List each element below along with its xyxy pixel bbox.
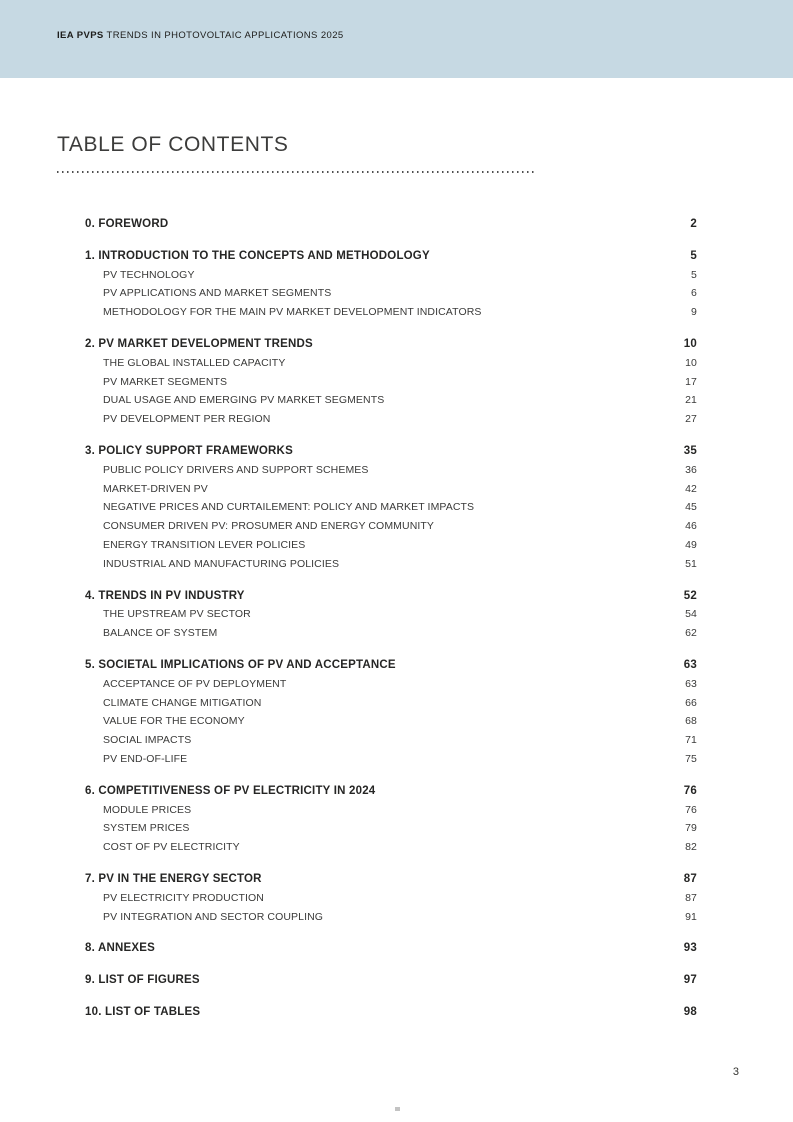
toc-subsection-title: SOCIAL IMPACTS: [103, 734, 192, 747]
toc-subsection-row[interactable]: [85, 731, 697, 750]
toc-section: [85, 442, 697, 574]
toc-subsection-title: PV APPLICATIONS AND MARKET SEGMENTS: [103, 287, 332, 300]
toc-chapter-page: 63: [683, 658, 697, 671]
toc-subsection-title: CONSUMER DRIVEN PV: PROSUMER AND ENERGY COMMUNITY: [103, 520, 435, 533]
toc-subsection-page: 27: [685, 413, 697, 426]
toc-subsection-row[interactable]: [85, 694, 697, 713]
toc-subsection-title: MODULE PRICES: [103, 803, 192, 816]
report-header-band: [0, 0, 793, 78]
toc-chapter-page: 98: [683, 1005, 697, 1018]
toc-subsection-page: 45: [685, 501, 697, 514]
toc-subsection-title: PUBLIC POLICY DRIVERS AND SUPPORT SCHEMES: [103, 463, 369, 476]
toc-subsection-row[interactable]: [85, 819, 697, 838]
toc-subsection-row[interactable]: [85, 801, 697, 820]
toc-subsection-page: 71: [685, 734, 697, 747]
toc-subsection-title: NEGATIVE PRICES AND CURTAILEMENT: POLICY AND MARKET IMPACTS: [103, 501, 475, 514]
toc-chapter-page: 5: [690, 249, 697, 262]
toc-chapter-page: 76: [683, 784, 697, 797]
toc-section: [85, 247, 697, 322]
toc-subsection-title: ENERGY TRANSITION LEVER POLICIES: [103, 538, 306, 551]
toc-chapter-title: 5. SOCIETAL IMPLICATIONS OF PV AND ACCEPTANCE: [85, 658, 396, 671]
toc-chapter-page: 93: [683, 942, 697, 955]
toc-subsection-row[interactable]: [85, 266, 697, 285]
toc-chapter-page: 35: [683, 444, 697, 457]
toc-subsection-page: 62: [685, 627, 697, 640]
toc-chapter-row[interactable]: [85, 247, 697, 266]
toc-subsection-page: 63: [685, 677, 697, 690]
title-divider: [57, 171, 534, 173]
report-title: TRENDS IN PHOTOVOLTAIC APPLICATIONS 2025: [106, 30, 344, 41]
toc-subsection-row[interactable]: [85, 284, 697, 303]
toc-subsection-page: 21: [685, 394, 697, 407]
toc-subsection-page: 82: [685, 841, 697, 854]
toc-subsection-row[interactable]: [85, 373, 697, 392]
toc-subsection-row[interactable]: [85, 354, 697, 373]
toc-chapter-row[interactable]: [85, 587, 697, 606]
toc-subsection-title: INDUSTRIAL AND MANUFACTURING POLICIES: [103, 557, 340, 570]
toc-subsection-title: DUAL USAGE AND EMERGING PV MARKET SEGMENTS: [103, 394, 385, 407]
page-number: 3: [732, 1066, 739, 1078]
toc-section: [85, 939, 697, 958]
toc-subsection-row[interactable]: [85, 480, 697, 499]
toc-chapter-title: 8. ANNEXES: [85, 942, 155, 955]
toc-subsection-row[interactable]: [85, 461, 697, 480]
toc-section: [85, 870, 697, 926]
toc-subsection-title: PV MARKET SEGMENTS: [103, 375, 228, 388]
toc-subsection-page: 6: [691, 287, 697, 300]
toc-subsection-title: VALUE FOR THE ECONOMY: [103, 715, 245, 728]
toc-subsection-page: 51: [685, 557, 697, 570]
toc-subsection-title: COST OF PV ELECTRICITY: [103, 841, 240, 854]
toc-section: [85, 215, 697, 234]
toc-chapter-title: 9. LIST OF FIGURES: [85, 974, 200, 987]
toc-subsection-row[interactable]: [85, 675, 697, 694]
toc-subsection-page: 54: [685, 608, 697, 621]
toc-section: [85, 335, 697, 429]
report-header-text: [57, 30, 344, 41]
toc-subsection-row[interactable]: [85, 605, 697, 624]
toc-chapter-row[interactable]: [85, 656, 697, 675]
toc-chapter-row[interactable]: [85, 782, 697, 801]
toc-chapter-row[interactable]: [85, 971, 697, 990]
toc-subsection-title: PV TECHNOLOGY: [103, 268, 195, 281]
toc-subsection-title: PV ELECTRICITY PRODUCTION: [103, 891, 264, 904]
toc-chapter-row[interactable]: [85, 870, 697, 889]
toc-subsection-title: PV INTEGRATION AND SECTOR COUPLING: [103, 910, 324, 923]
toc-subsection-page: 17: [685, 375, 697, 388]
toc-subsection-row[interactable]: [85, 410, 697, 429]
toc-subsection-row[interactable]: [85, 908, 697, 927]
toc-chapter-page: 52: [683, 589, 697, 602]
toc-subsection-page: 68: [685, 715, 697, 728]
toc-subsection-row[interactable]: [85, 391, 697, 410]
page-title: TABLE OF CONTENTS: [57, 133, 289, 156]
table-of-contents: [85, 215, 697, 1035]
toc-subsection-row[interactable]: [85, 517, 697, 536]
toc-subsection-row[interactable]: [85, 750, 697, 769]
toc-section: [85, 782, 697, 857]
toc-subsection-page: 9: [691, 306, 697, 319]
toc-chapter-row[interactable]: [85, 1003, 697, 1022]
toc-subsection-row[interactable]: [85, 303, 697, 322]
toc-subsection-row[interactable]: [85, 712, 697, 731]
toc-subsection-page: 10: [685, 356, 697, 369]
toc-chapter-title: 1. INTRODUCTION TO THE CONCEPTS AND METHODOLOGY: [85, 249, 430, 262]
toc-subsection-row[interactable]: [85, 536, 697, 555]
toc-subsection-page: 49: [685, 538, 697, 551]
toc-subsection-title: ACCEPTANCE OF PV DEPLOYMENT: [103, 677, 287, 690]
toc-subsection-page: 5: [691, 268, 697, 281]
toc-section: [85, 1003, 697, 1022]
toc-subsection-page: 76: [685, 803, 697, 816]
toc-chapter-title: 7. PV IN THE ENERGY SECTOR: [85, 872, 262, 885]
toc-subsection-title: SYSTEM PRICES: [103, 822, 190, 835]
toc-chapter-title: 0. FOREWORD: [85, 218, 169, 230]
toc-chapter-page: 97: [683, 974, 697, 987]
toc-subsection-title: PV DEVELOPMENT PER REGION: [103, 413, 271, 426]
toc-chapter-title: 6. COMPETITIVENESS OF PV ELECTRICITY IN 2024: [85, 784, 376, 797]
toc-chapter-page: 87: [683, 872, 697, 885]
report-brand: IEA PVPS: [57, 30, 104, 41]
toc-chapter-row[interactable]: [85, 335, 697, 354]
toc-subsection-title: MARKET-DRIVEN PV: [103, 482, 208, 495]
footer-dot: [395, 1107, 400, 1111]
toc-section: [85, 587, 697, 643]
toc-chapter-title: 3. POLICY SUPPORT FRAMEWORKS: [85, 444, 293, 457]
toc-subsection-page: 75: [685, 752, 697, 765]
toc-subsection-row[interactable]: [85, 889, 697, 908]
toc-subsection-row[interactable]: [85, 838, 697, 857]
toc-subsection-title: CLIMATE CHANGE MITIGATION: [103, 696, 262, 709]
toc-chapter-page: 2: [690, 218, 697, 230]
toc-subsection-page: 79: [685, 822, 697, 835]
toc-chapter-row[interactable]: [85, 939, 697, 958]
toc-subsection-row[interactable]: [85, 624, 697, 643]
toc-subsection-page: 91: [685, 910, 697, 923]
toc-subsection-title: THE GLOBAL INSTALLED CAPACITY: [103, 356, 286, 369]
toc-subsection-title: PV END-OF-LIFE: [103, 752, 188, 765]
toc-subsection-title: THE UPSTREAM PV SECTOR: [103, 608, 251, 621]
toc-chapter-row[interactable]: [85, 442, 697, 461]
toc-subsection-title: METHODOLOGY FOR THE MAIN PV MARKET DEVELOPMENT INDICATORS: [103, 306, 482, 319]
toc-subsection-page: 46: [685, 520, 697, 533]
toc-subsection-page: 42: [685, 482, 697, 495]
toc-section: [85, 656, 697, 769]
toc-subsection-row[interactable]: [85, 555, 697, 574]
toc-chapter-page: 10: [683, 337, 697, 350]
toc-chapter-title: 2. PV MARKET DEVELOPMENT TRENDS: [85, 337, 313, 350]
toc-section: [85, 971, 697, 990]
toc-subsection-page: 36: [685, 463, 697, 476]
toc-chapter-title: 10. LIST OF TABLES: [85, 1005, 201, 1018]
toc-subsection-row[interactable]: [85, 498, 697, 517]
toc-chapter-title: 4. TRENDS IN PV INDUSTRY: [85, 589, 245, 602]
toc-subsection-page: 66: [685, 696, 697, 709]
toc-subsection-title: BALANCE OF SYSTEM: [103, 627, 218, 640]
toc-subsection-page: 87: [685, 891, 697, 904]
toc-chapter-row[interactable]: [85, 215, 697, 234]
